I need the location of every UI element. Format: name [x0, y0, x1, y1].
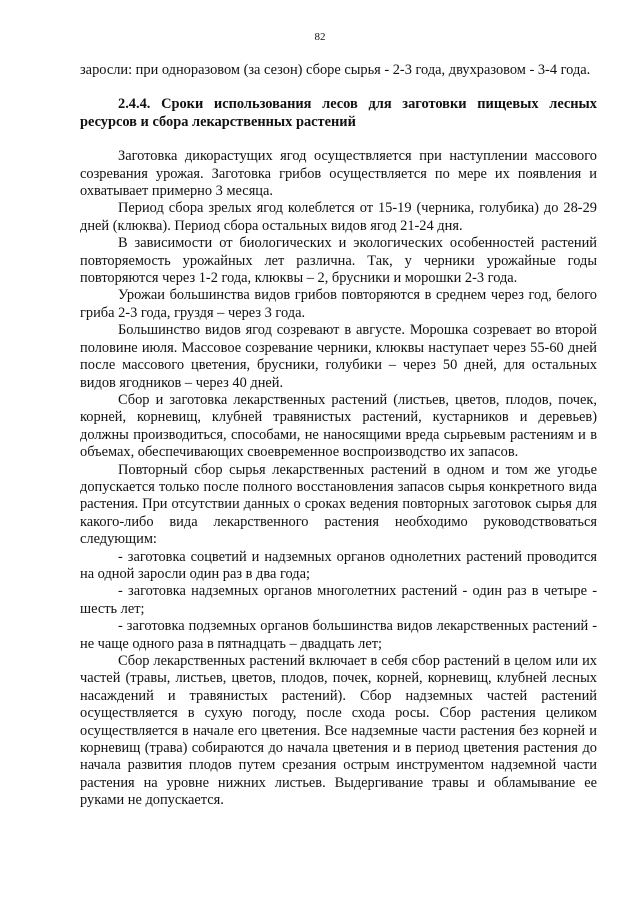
list-item: - заготовка подземных органов большинства видов лекарственных растений - не чаще одного раза в пятнадцать – двадцать лет; — [80, 618, 597, 652]
body-paragraph: Урожаи большинства видов грибов повторяются в среднем через год, белого гриба 2-3 года, груздя – через 3 года. — [80, 287, 597, 321]
body-paragraph: Период сбора зрелых ягод колеблется от 15-19 (черника, голубика) до 28-29 дней (клюква). Период сбора остальных видов ягод 21-24 дня. — [80, 200, 597, 234]
body-paragraph: Сбор и заготовка лекарственных растений (листьев, цветов, плодов, почек, корней, корневищ, клубней травянистых растений, кустарников и деревьев) должны производиться, способами, не наносящими вреда сырьевым растениям и в объемах, обеспечивающих своевременное воспроизводство их запасов. — [80, 391, 597, 461]
body-paragraph: Большинство видов ягод созревают в августе. Морошка созревает во второй половине июля. Массовое созревание черники, клюквы наступает через 55-60 дней после массового цветения, брусники, голубики – через 50 дней, для остальных видов ягодников – через 40 дней. — [80, 322, 597, 391]
section-heading: 2.4.4. Сроки использования лесов для заготовки пищевых лесных ресурсов и сбора лекарственных растений — [80, 96, 597, 130]
final-paragraph: Сбор лекарственных растений включает в себя сбор растений в целом или их частей (травы, листьев, цветов, плодов, почек, корней, корневищ, клубней лесных насаждений и травянистых растений). Сбор надземных частей растений осуществляется в сухую погоду, после схода росы. Сбор растения целиком осуществляется в начале его цветения. Все надземные части растения без корней и корневищ (трава) собираются до начала цветения и в период цветения растения до начала развития плодов путем срезания острым инструментом надземной части растения на уровне нижних листьев. Выдергивание травы и обламывание ее руками не допускается. — [80, 653, 597, 809]
list-item: - заготовка надземных органов многолетних растений - один раз в четыре - шесть лет; — [80, 583, 597, 617]
list-item: - заготовка соцветий и надземных органов однолетних растений проводится на одной заросли один раз в два года; — [80, 548, 597, 582]
intro-paragraph: заросли: при одноразовом (за сезон) сборе сырья - 2-3 года, двухразовом - 3-4 года. — [80, 62, 591, 78]
page-number: 82 — [314, 31, 326, 43]
document-body — [80, 62, 597, 810]
body-paragraph: Заготовка дикорастущих ягод осуществляется при наступлении массового созревания урожая. Заготовка грибов осуществляется по мере их появления и охватывает примерно 3 месяца. — [80, 148, 597, 200]
body-paragraph: Повторный сбор сырья лекарственных растений в одном и том же угодье допускается только после полного восстановления запасов сырья конкретного вида растения. При отсутствии данных о сроках ведения повторных заготовок сырья для какого-либо вида лекарственного растения необходимо руководствоваться следующим: — [80, 461, 597, 548]
body-paragraph: В зависимости от биологических и экологических особенностей растений повторяемость урожайных лет различна. Так, у черники урожайные годы повторяются через 1-2 года, клюквы – 2, брусники и морошки 2-3 года. — [80, 235, 597, 287]
